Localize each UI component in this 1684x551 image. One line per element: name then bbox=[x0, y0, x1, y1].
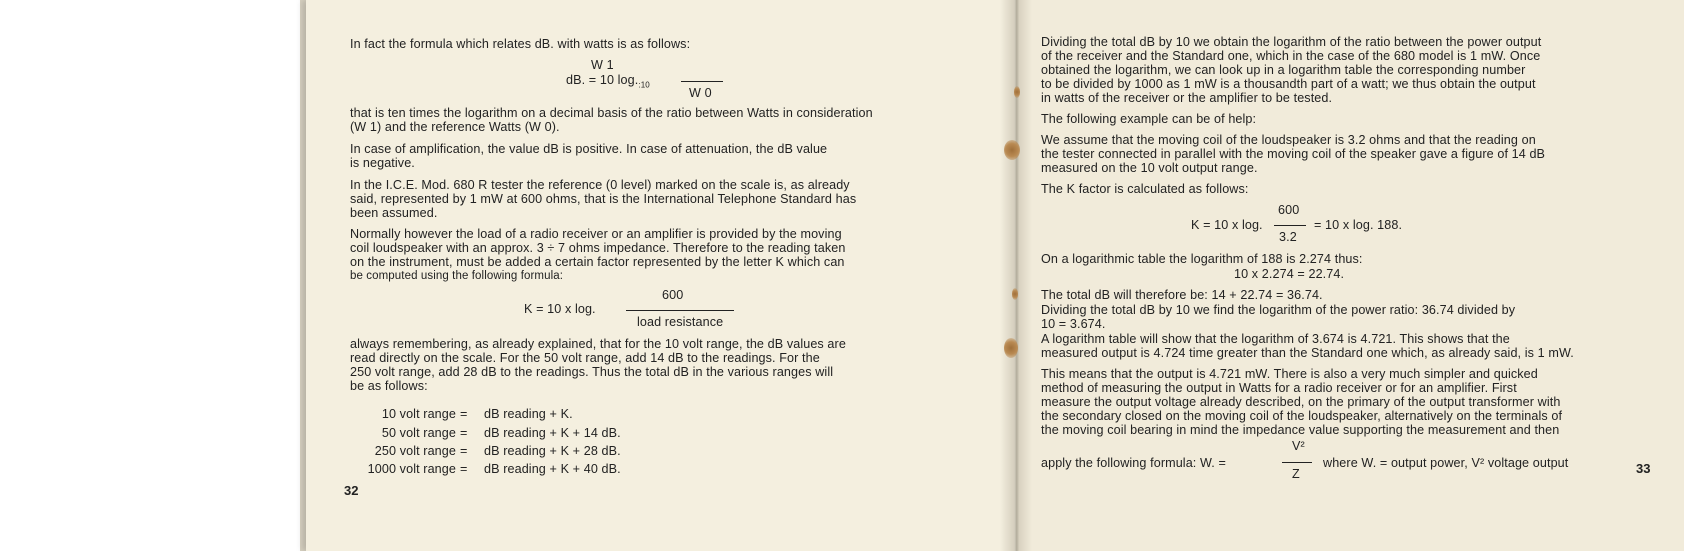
formula-power-pre: apply the following formula: W. = bbox=[1041, 456, 1226, 470]
formula-power-denominator: Z bbox=[1292, 467, 1300, 481]
range-label: 250 volt range bbox=[374, 444, 456, 458]
formula-k-example-denominator: 3.2 bbox=[1279, 230, 1297, 244]
r-paragraph-3-line-2: the tester connected in parallel with the moving coil of the speaker gave a figure of 14 dB bbox=[1041, 147, 1546, 161]
intro-text: In fact the formula which relates dB. with watts is as follows: bbox=[350, 37, 691, 51]
paper-stain bbox=[1012, 288, 1018, 300]
formula-db-denominator: W 0 bbox=[689, 86, 712, 100]
formula-k-example-bar bbox=[1274, 225, 1306, 226]
paragraph-2-line-1: In case of amplification, the value dB is positive. In case of attenuation, the dB value bbox=[350, 142, 828, 156]
r-paragraph-9-line-5: the moving coil bearing in mind the impedance value supporting the measurement and then bbox=[1041, 423, 1560, 437]
range-label: 10 volt range bbox=[381, 407, 456, 421]
formula-power-numerator: V² bbox=[1292, 439, 1305, 453]
formula-k-numerator: 600 bbox=[662, 288, 684, 302]
r-paragraph-9-line-2: method of measuring the output in Watts for a radio receiver or for an amplifier. First bbox=[1041, 381, 1517, 395]
r-paragraph-5: On a logarithmic table the logarithm of 188 is 2.274 thus: bbox=[1041, 252, 1363, 266]
r-paragraph-7-line-2: 10 = 3.674. bbox=[1041, 317, 1106, 331]
left-page bbox=[306, 0, 1016, 551]
r-paragraph-4: The K factor is calculated as follows: bbox=[1041, 182, 1249, 196]
r-paragraph-9-line-1: This means that the output is 4.721 mW. There is also a very much simpler and quicked bbox=[1041, 367, 1538, 381]
page-number-left: 32 bbox=[344, 483, 359, 498]
paper-stain bbox=[1004, 140, 1020, 160]
r-paragraph-1-line-4: to be divided by 1000 as 1 mW is a thousandth part of a watt; we thus obtain the output bbox=[1041, 77, 1536, 91]
range-equals: = bbox=[460, 462, 468, 476]
r-paragraph-1-line-2: of the receiver and the Standard one, which in the case of the 680 model is 1 mW. Once bbox=[1041, 49, 1541, 63]
paragraph-3-line-3: been assumed. bbox=[350, 206, 438, 220]
r-paragraph-1-line-3: obtained the logarithm, we can look up in a logarithm table the corresponding number bbox=[1041, 63, 1526, 77]
paragraph-3-line-1: In the I.C.E. Mod. 680 R tester the reference (0 level) marked on the scale is, as already bbox=[350, 178, 850, 192]
paragraph-5-line-1: always remembering, as already explained, that for the 10 volt range, the dB values are bbox=[350, 337, 846, 351]
range-expression: dB reading + K + 40 dB. bbox=[484, 462, 621, 476]
r-paragraph-5-result: 10 x 2.274 = 22.74. bbox=[1234, 267, 1345, 281]
formula-k-denominator: load resistance bbox=[637, 315, 724, 329]
r-paragraph-9-line-3: measure the output voltage already described, on the primary of the output transformer with bbox=[1041, 395, 1561, 409]
range-expression: dB reading + K. bbox=[484, 407, 573, 421]
book-gutter bbox=[1000, 0, 1032, 551]
r-paragraph-8-line-1: A logarithm table will show that the logarithm of 3.674 is 4.721. This shows that the bbox=[1041, 332, 1510, 346]
formula-db-bar bbox=[681, 81, 723, 82]
range-equals: = bbox=[460, 407, 468, 421]
formula-db-lhs: dB. = 10 $\log._{:10}$ bbox=[566, 73, 650, 90]
r-paragraph-6: The total dB will therefore be: 14 + 22.74 = 36.74. bbox=[1041, 288, 1323, 302]
page-number-right: 33 bbox=[1636, 461, 1651, 476]
r-paragraph-7-line-1: Dividing the total dB by 10 we find the logarithm of the power ratio: 36.74 divided by bbox=[1041, 303, 1516, 317]
paragraph-1-line-2: (W 1) and the reference Watts (W 0). bbox=[350, 120, 560, 134]
paragraph-5-line-3: 250 volt range, add 28 dB to the readings. Thus the total dB in the various ranges will bbox=[350, 365, 834, 379]
right-page bbox=[1016, 0, 1684, 551]
r-paragraph-2: The following example can be of help: bbox=[1041, 112, 1257, 126]
formula-k-bar bbox=[626, 310, 734, 311]
paragraph-3-line-2: said, represented by 1 mW at 600 ohms, that is the International Telephone Standard has bbox=[350, 192, 857, 206]
r-paragraph-3-line-3: measured on the 10 volt output range. bbox=[1041, 161, 1258, 175]
paragraph-2-line-2: is negative. bbox=[350, 156, 415, 170]
formula-power-post: where W. = output power, V² voltage output bbox=[1323, 456, 1569, 470]
paper-stain bbox=[1004, 338, 1018, 358]
paragraph-4-line-4: be computed using the following formula: bbox=[350, 270, 564, 282]
r-paragraph-3-line-1: We assume that the moving coil of the loudspeaker is 3.2 ohms and that the reading on bbox=[1041, 133, 1536, 147]
paragraph-5-line-4: be as follows: bbox=[350, 379, 428, 393]
r-paragraph-1-line-1: Dividing the total dB by 10 we obtain the logarithm of the ratio between the power output bbox=[1041, 35, 1542, 49]
r-paragraph-1-line-5: in watts of the receiver or the amplifier to be tested. bbox=[1041, 91, 1333, 105]
formula-k-example-lhs: K = 10 x log. bbox=[1191, 218, 1263, 232]
range-label: 1000 volt range bbox=[367, 462, 456, 476]
formula-power-bar bbox=[1282, 462, 1312, 463]
formula-k-example-rhs: = 10 x log. 188. bbox=[1314, 218, 1403, 232]
range-expression: dB reading + K + 14 dB. bbox=[484, 426, 621, 440]
range-expression: dB reading + K + 28 dB. bbox=[484, 444, 621, 458]
paragraph-4-line-3: on the instrument, must be added a certain factor represented by the letter K which can bbox=[350, 255, 845, 269]
range-equals: = bbox=[460, 426, 468, 440]
paragraph-4-line-1: Normally however the load of a radio receiver or an amplifier is provided by the moving bbox=[350, 227, 842, 241]
r-paragraph-8-line-2: measured output is 4.724 time greater than the Standard one which, as already said, is 1 mW. bbox=[1041, 346, 1574, 360]
r-paragraph-9-line-4: the secondary closed on the moving coil of the loudspeaker, alternatively on the terminals of bbox=[1041, 409, 1563, 423]
formula-k-lhs: K = 10 x log. bbox=[524, 302, 596, 316]
paragraph-5-line-2: read directly on the scale. For the 50 volt range, add 14 dB to the readings. For the bbox=[350, 351, 820, 365]
paragraph-4-line-2: coil loudspeaker with an approx. 3 ÷ 7 ohms impedance. Therefore to the reading taken bbox=[350, 241, 846, 255]
formula-db-numerator: W 1 bbox=[591, 58, 614, 72]
range-label: 50 volt range bbox=[381, 426, 456, 440]
range-equals: = bbox=[460, 444, 468, 458]
open-booklet bbox=[306, 0, 1684, 551]
paper-stain bbox=[1014, 86, 1020, 98]
formula-k-example-numerator: 600 bbox=[1278, 203, 1300, 217]
paragraph-1-line-1: that is ten times the logarithm on a decimal basis of the ratio between Watts in consideration bbox=[350, 106, 873, 120]
